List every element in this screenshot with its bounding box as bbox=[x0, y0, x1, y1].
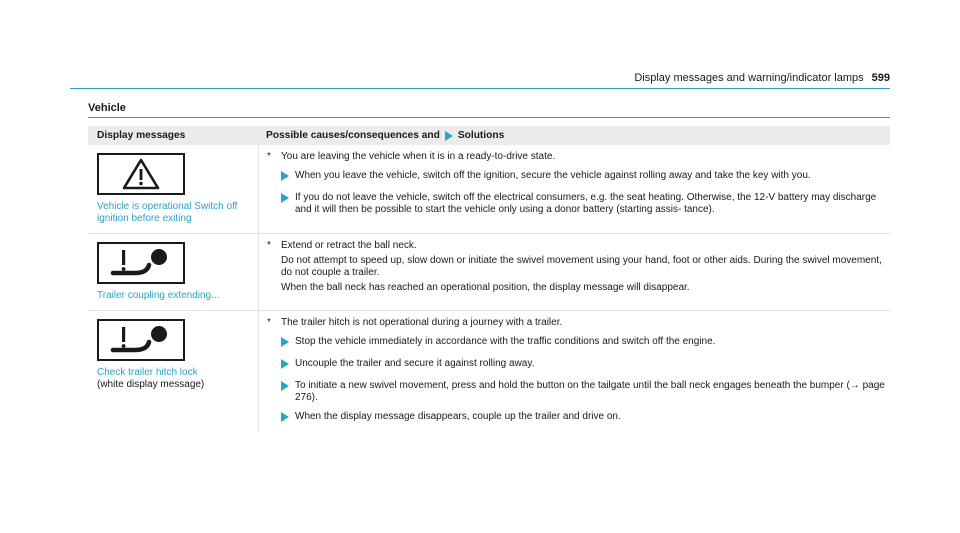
messages-table bbox=[88, 126, 890, 432]
message-label: Vehicle is operational Switch off ignition before exiting bbox=[97, 201, 238, 224]
solution-step bbox=[281, 411, 890, 426]
table-row bbox=[88, 234, 890, 311]
step-arrow-icon bbox=[281, 336, 295, 351]
step-text: Stop the vehicle immediately in accordance with the traffic conditions and switch off the engine. bbox=[295, 336, 716, 347]
note-text: When the ball neck has reached an operational position, the display message will disappear. bbox=[281, 282, 690, 293]
solution-step bbox=[281, 380, 890, 404]
solution-cell bbox=[258, 234, 890, 310]
message-cell bbox=[88, 234, 258, 310]
cause: * The trailer hitch is not operational during a journey with a trailer. bbox=[267, 317, 563, 328]
table-header bbox=[88, 126, 890, 145]
step-text: If you do not leave the vehicle, switch off the electrical consumers, e.g. the seat heating. Otherwise, the 12-V battery may discharge and it will then be possible to start the vehicle only using a donor battery (starting assis- tance). bbox=[295, 192, 877, 215]
step-text: When you leave the vehicle, switch off the ignition, secure the vehicle against rolling away and take the key with you. bbox=[295, 170, 811, 181]
step-arrow-icon bbox=[281, 380, 295, 404]
cause-text: You are leaving the vehicle when it is in a ready-to-drive state. bbox=[281, 151, 556, 162]
solution-cell bbox=[258, 145, 890, 233]
table-row bbox=[88, 145, 890, 234]
solution-step bbox=[281, 358, 890, 373]
cause-text: The trailer hitch is not operational during a journey with a trailer. bbox=[281, 317, 563, 328]
solution-step bbox=[281, 336, 890, 351]
table-row bbox=[88, 311, 890, 432]
cause-text: Extend or retract the ball neck. bbox=[281, 240, 417, 251]
trailer-hitch-icon bbox=[97, 242, 185, 284]
col-display-messages: Display messages bbox=[97, 129, 186, 141]
cause: * You are leaving the vehicle when it is in a ready-to-drive state. bbox=[267, 151, 556, 162]
cause: * Extend or retract the ball neck. bbox=[267, 240, 417, 251]
trailer-hitch-icon bbox=[97, 319, 185, 361]
warning-triangle-icon bbox=[97, 153, 185, 195]
col-causes-label: Possible causes/consequences and bbox=[266, 129, 440, 141]
solution-step bbox=[281, 192, 890, 216]
solution-step bbox=[281, 170, 890, 185]
section-title: Vehicle bbox=[88, 102, 126, 114]
message-cell bbox=[88, 311, 258, 432]
note-text: Do not attempt to speed up, slow down or initiate the swivel movement using your hand, foot or other aids. During the swivel movement, do not couple a trailer. bbox=[281, 255, 882, 278]
solution-arrow-icon bbox=[445, 131, 453, 141]
step-text: When the display message disappears, couple up the trailer and drive on. bbox=[295, 411, 621, 422]
step-arrow-icon bbox=[281, 411, 295, 426]
step-text: To initiate a new swivel movement, press and hold the button on the tailgate until the ball neck engages beneath the bumper (→ page 276). bbox=[295, 380, 885, 403]
message-label: Check trailer hitch lock bbox=[97, 367, 198, 378]
message-sublabel: (white display message) bbox=[97, 379, 205, 390]
step-arrow-icon bbox=[281, 192, 295, 216]
page-number: 599 bbox=[871, 72, 890, 84]
col-causes-solutions bbox=[258, 130, 890, 142]
header-rule bbox=[70, 88, 890, 89]
running-head-title: Display messages and warning/indicator lamps bbox=[634, 72, 864, 84]
message-label: Trailer coupling extending... bbox=[97, 290, 220, 301]
section-rule bbox=[88, 117, 890, 118]
running-head bbox=[634, 72, 890, 84]
step-text: Uncouple the trailer and secure it against rolling away. bbox=[295, 358, 535, 369]
step-arrow-icon bbox=[281, 170, 295, 185]
solution-cell bbox=[258, 311, 890, 432]
col-solutions-label: Solutions bbox=[457, 129, 505, 141]
step-arrow-icon bbox=[281, 358, 295, 373]
message-cell bbox=[88, 145, 258, 233]
